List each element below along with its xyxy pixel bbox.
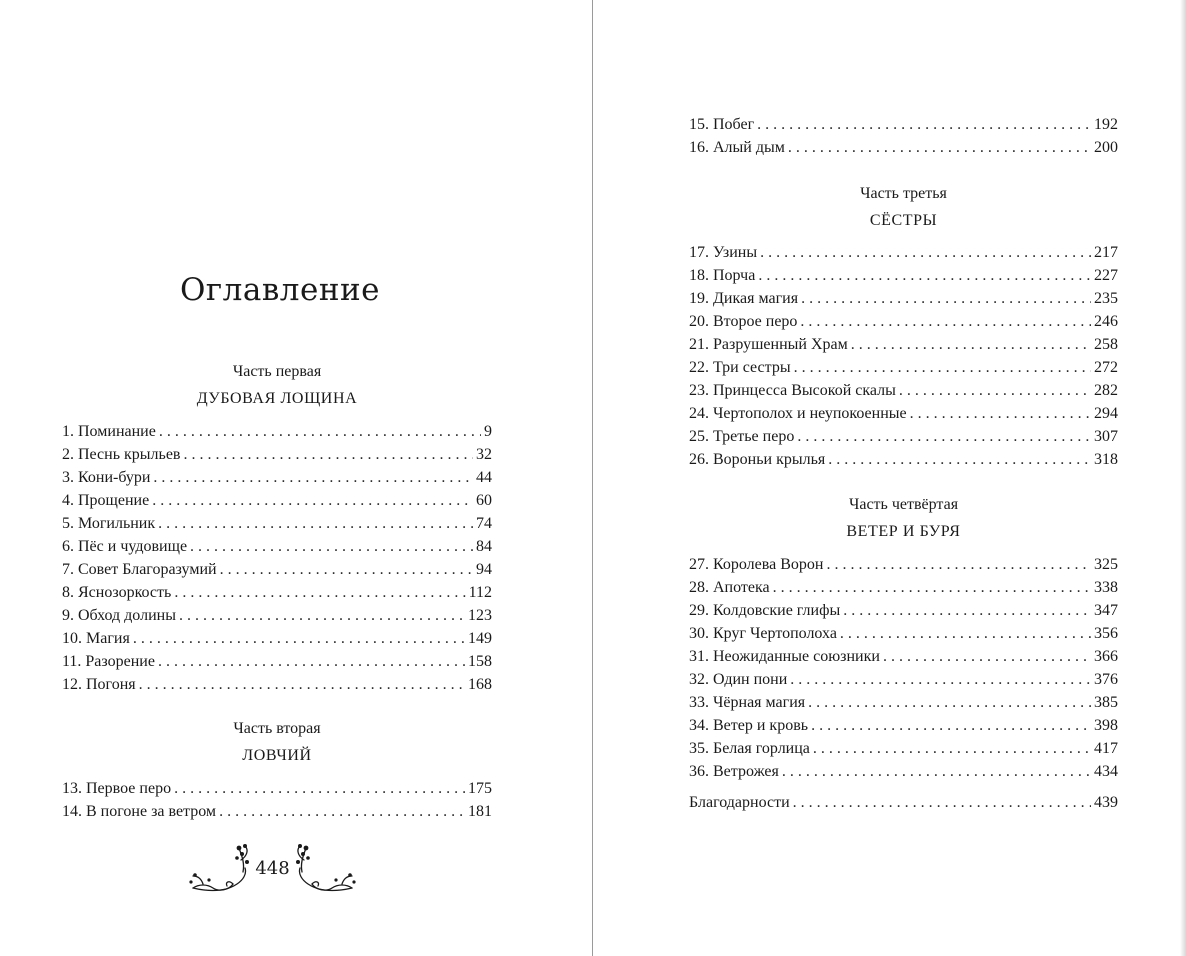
- toc-entry-page: 325: [1094, 556, 1118, 573]
- part-title: ЛОВЧИЙ: [242, 747, 312, 764]
- toc-entry-title: 19. Дикая магия: [689, 290, 799, 307]
- toc-entry-title: 33. Чёрная магия: [689, 694, 806, 711]
- toc-entry-title: 36. Ветрожея: [689, 763, 779, 780]
- toc-entry-page: 398: [1094, 717, 1118, 734]
- toc-entry-page: 149: [468, 630, 492, 647]
- left-page: [0, 0, 592, 956]
- toc-entry-page: 417: [1094, 740, 1118, 757]
- toc-entry-title: 22. Три сестры: [689, 359, 791, 376]
- toc-entry-page: 434: [1094, 763, 1118, 780]
- toc-entry: [689, 356, 1118, 379]
- dot-leader: [757, 113, 1091, 136]
- dot-leader: [840, 622, 1091, 645]
- page-edge-shadow: [1180, 0, 1186, 956]
- toc-entry-title: 9. Обход долины: [62, 607, 176, 624]
- toc-entry: [689, 241, 1118, 264]
- dot-leader: [793, 791, 1091, 814]
- toc-entry-title: 7. Совет Благоразумий: [62, 561, 217, 578]
- toc-entry-page: 175: [468, 780, 492, 797]
- toc-entry: [62, 558, 492, 581]
- toc-entry-page: 318: [1094, 451, 1118, 468]
- dot-leader: [790, 668, 1091, 691]
- dot-leader: [808, 691, 1091, 714]
- dot-leader: [758, 264, 1091, 287]
- toc-entry-page: 235: [1094, 290, 1118, 307]
- toc-entry-title: 12. Погоня: [62, 676, 136, 693]
- toc-entry-page: 44: [476, 469, 492, 486]
- dot-leader: [851, 333, 1091, 356]
- dot-leader: [910, 402, 1091, 425]
- toc-entry: [689, 379, 1118, 402]
- toc-entry: [689, 668, 1118, 691]
- toc-entry-page: 168: [468, 676, 492, 693]
- toc-entry-title: 3. Кони-бури: [62, 469, 151, 486]
- toc-list: [62, 420, 492, 696]
- toc-entry-title: 30. Круг Чертополоха: [689, 625, 837, 642]
- toc-entry-title: 14. В погоне за ветром: [62, 803, 217, 820]
- toc-entry-title: 2. Песнь крыльев: [62, 446, 181, 463]
- toc-entry-title: 10. Магия: [62, 630, 130, 647]
- part-label: Часть третья: [860, 185, 947, 202]
- toc-entry-title: 13. Первое перо: [62, 780, 172, 797]
- dot-leader: [133, 627, 465, 650]
- dot-leader: [773, 576, 1091, 599]
- dot-leader: [153, 466, 473, 489]
- toc-entry-page: 272: [1094, 359, 1118, 376]
- toc-entry: [689, 691, 1118, 714]
- toc-entry: [689, 599, 1118, 622]
- toc-entry-title: 15. Побег: [689, 116, 755, 133]
- dot-leader: [843, 599, 1091, 622]
- part-label: Часть вторая: [233, 720, 321, 737]
- toc-entry-title: 6. Пёс и чудовище: [62, 538, 188, 555]
- toc-entry-title: 5. Могильник: [62, 515, 156, 532]
- toc-entry-page: 356: [1094, 625, 1118, 642]
- toc-entry: [689, 425, 1118, 448]
- dot-leader: [782, 760, 1091, 783]
- toc-list: [689, 113, 1118, 159]
- toc-entry-page: 246: [1094, 313, 1118, 330]
- toc-entry-page: 227: [1094, 267, 1118, 284]
- toc-entry: [689, 645, 1118, 668]
- toc-entry-title: 1. Поминание: [62, 423, 156, 440]
- right-page: [593, 0, 1186, 956]
- dot-leader: [788, 136, 1091, 159]
- toc-entry: [62, 627, 492, 650]
- toc-entry: [689, 287, 1118, 310]
- toc-entry-page: 112: [468, 584, 492, 601]
- toc-list: [689, 241, 1118, 471]
- toc-entry: [689, 402, 1118, 425]
- toc-entry-title: 11. Разорение: [62, 653, 155, 670]
- toc-entry: [689, 310, 1118, 333]
- toc-entry: [62, 673, 492, 696]
- toc-entry: [689, 622, 1118, 645]
- toc-entry: [689, 264, 1118, 287]
- toc-entry-page: 217: [1094, 244, 1118, 261]
- toc-entry-title: Благодарности: [689, 794, 790, 811]
- part-title: ВЕТЕР И БУРЯ: [846, 523, 961, 540]
- toc-entry: [689, 737, 1118, 760]
- toc-entry-page: 376: [1094, 671, 1118, 688]
- toc-entry-title: 28. Апотека: [689, 579, 770, 596]
- dot-leader: [158, 512, 473, 535]
- toc-entry: [62, 489, 492, 512]
- toc-entry: [62, 581, 492, 604]
- dot-leader: [159, 420, 481, 443]
- toc-entry-title: 21. Разрушенный Храм: [689, 336, 848, 353]
- toc-entry-page: 9: [484, 423, 492, 440]
- toc-entry-page: 74: [476, 515, 492, 532]
- toc-entry-title: 8. Яснозоркость: [62, 584, 172, 601]
- dot-leader: [811, 714, 1091, 737]
- toc-entry: [689, 136, 1118, 159]
- toc-entry-page: 192: [1094, 116, 1118, 133]
- page-number-ornament: [185, 840, 360, 900]
- toc-entry: [62, 512, 492, 535]
- dot-leader: [828, 448, 1091, 471]
- toc-entry-page: 439: [1094, 794, 1118, 811]
- dot-leader: [813, 737, 1091, 760]
- toc-entry: [689, 791, 1118, 814]
- page-number: 448: [255, 858, 290, 879]
- toc-entry-title: 24. Чертополох и неупокоенные: [689, 405, 907, 422]
- toc-list: [62, 777, 492, 823]
- toc-entry: [62, 604, 492, 627]
- dot-leader: [174, 581, 465, 604]
- toc-entry: [62, 535, 492, 558]
- dot-leader: [183, 443, 473, 466]
- toc-entry-title: 31. Неожиданные союзники: [689, 648, 880, 665]
- toc-entry-page: 84: [476, 538, 492, 555]
- toc-entry-title: 16. Алый дым: [689, 139, 785, 156]
- toc-entry-page: 158: [468, 653, 492, 670]
- dot-leader: [797, 425, 1091, 448]
- dot-leader: [174, 777, 465, 800]
- toc-entry-page: 258: [1094, 336, 1118, 353]
- toc-entry-page: 294: [1094, 405, 1118, 422]
- toc-entry: [689, 553, 1118, 576]
- toc-entry-title: 26. Вороньи крылья: [689, 451, 826, 468]
- toc-entry-page: 60: [476, 492, 492, 509]
- toc-entry: [62, 443, 492, 466]
- toc-entry-page: 347: [1094, 602, 1118, 619]
- dot-leader: [794, 356, 1091, 379]
- toc-entry-page: 385: [1094, 694, 1118, 711]
- toc-entry-title: 17. Узины: [689, 244, 758, 261]
- toc-closing: [689, 791, 1118, 814]
- toc-entry-page: 200: [1094, 139, 1118, 156]
- toc-entry-title: 35. Белая горлица: [689, 740, 810, 757]
- toc-entry: [689, 448, 1118, 471]
- toc-entry-page: 307: [1094, 428, 1118, 445]
- dot-leader: [800, 310, 1091, 333]
- toc-entry: [62, 420, 492, 443]
- dot-leader: [158, 650, 465, 673]
- toc-entry: [62, 466, 492, 489]
- dot-leader: [801, 287, 1091, 310]
- toc-entry-title: 18. Порча: [689, 267, 756, 284]
- toc-entry-page: 94: [476, 561, 492, 578]
- toc-entry-page: 282: [1094, 382, 1118, 399]
- toc-list: [689, 553, 1118, 783]
- toc-entry-page: 123: [468, 607, 492, 624]
- dot-leader: [899, 379, 1091, 402]
- part-label: Часть четвёртая: [848, 496, 959, 513]
- dot-leader: [220, 558, 473, 581]
- toc-entry-page: 338: [1094, 579, 1118, 596]
- dot-leader: [760, 241, 1091, 264]
- toc-entry-title: 20. Второе перо: [689, 313, 798, 330]
- dot-leader: [152, 489, 473, 512]
- dot-leader: [179, 604, 465, 627]
- dot-leader: [883, 645, 1091, 668]
- toc-entry-page: 366: [1094, 648, 1118, 665]
- toc-entry: [689, 714, 1118, 737]
- toc-entry-title: 25. Третье перо: [689, 428, 795, 445]
- part-title: СЁСТРЫ: [869, 212, 938, 229]
- toc-entry: [689, 333, 1118, 356]
- toc-entry-title: 27. Королева Ворон: [689, 556, 824, 573]
- dot-leader: [139, 673, 465, 696]
- toc-entry: [689, 113, 1118, 136]
- toc-entry-page: 32: [476, 446, 492, 463]
- toc-entry: [62, 777, 492, 800]
- dot-leader: [219, 800, 465, 823]
- toc-entry-title: 29. Колдовские глифы: [689, 602, 841, 619]
- toc-entry: [689, 760, 1118, 783]
- part-title: ДУБОВАЯ ЛОЩИНА: [196, 390, 358, 407]
- toc-entry-page: 181: [468, 803, 492, 820]
- toc-entry: [689, 576, 1118, 599]
- toc-heading: Оглавление: [180, 272, 380, 308]
- dot-leader: [826, 553, 1091, 576]
- toc-entry-title: 4. Прощение: [62, 492, 150, 509]
- toc-entry-title: 34. Ветер и кровь: [689, 717, 809, 734]
- part-label: Часть первая: [232, 363, 322, 380]
- toc-entry: [62, 650, 492, 673]
- toc-entry: [62, 800, 492, 823]
- toc-entry-title: 23. Принцесса Высокой скалы: [689, 382, 896, 399]
- toc-entry-title: 32. Один пони: [689, 671, 788, 688]
- dot-leader: [190, 535, 473, 558]
